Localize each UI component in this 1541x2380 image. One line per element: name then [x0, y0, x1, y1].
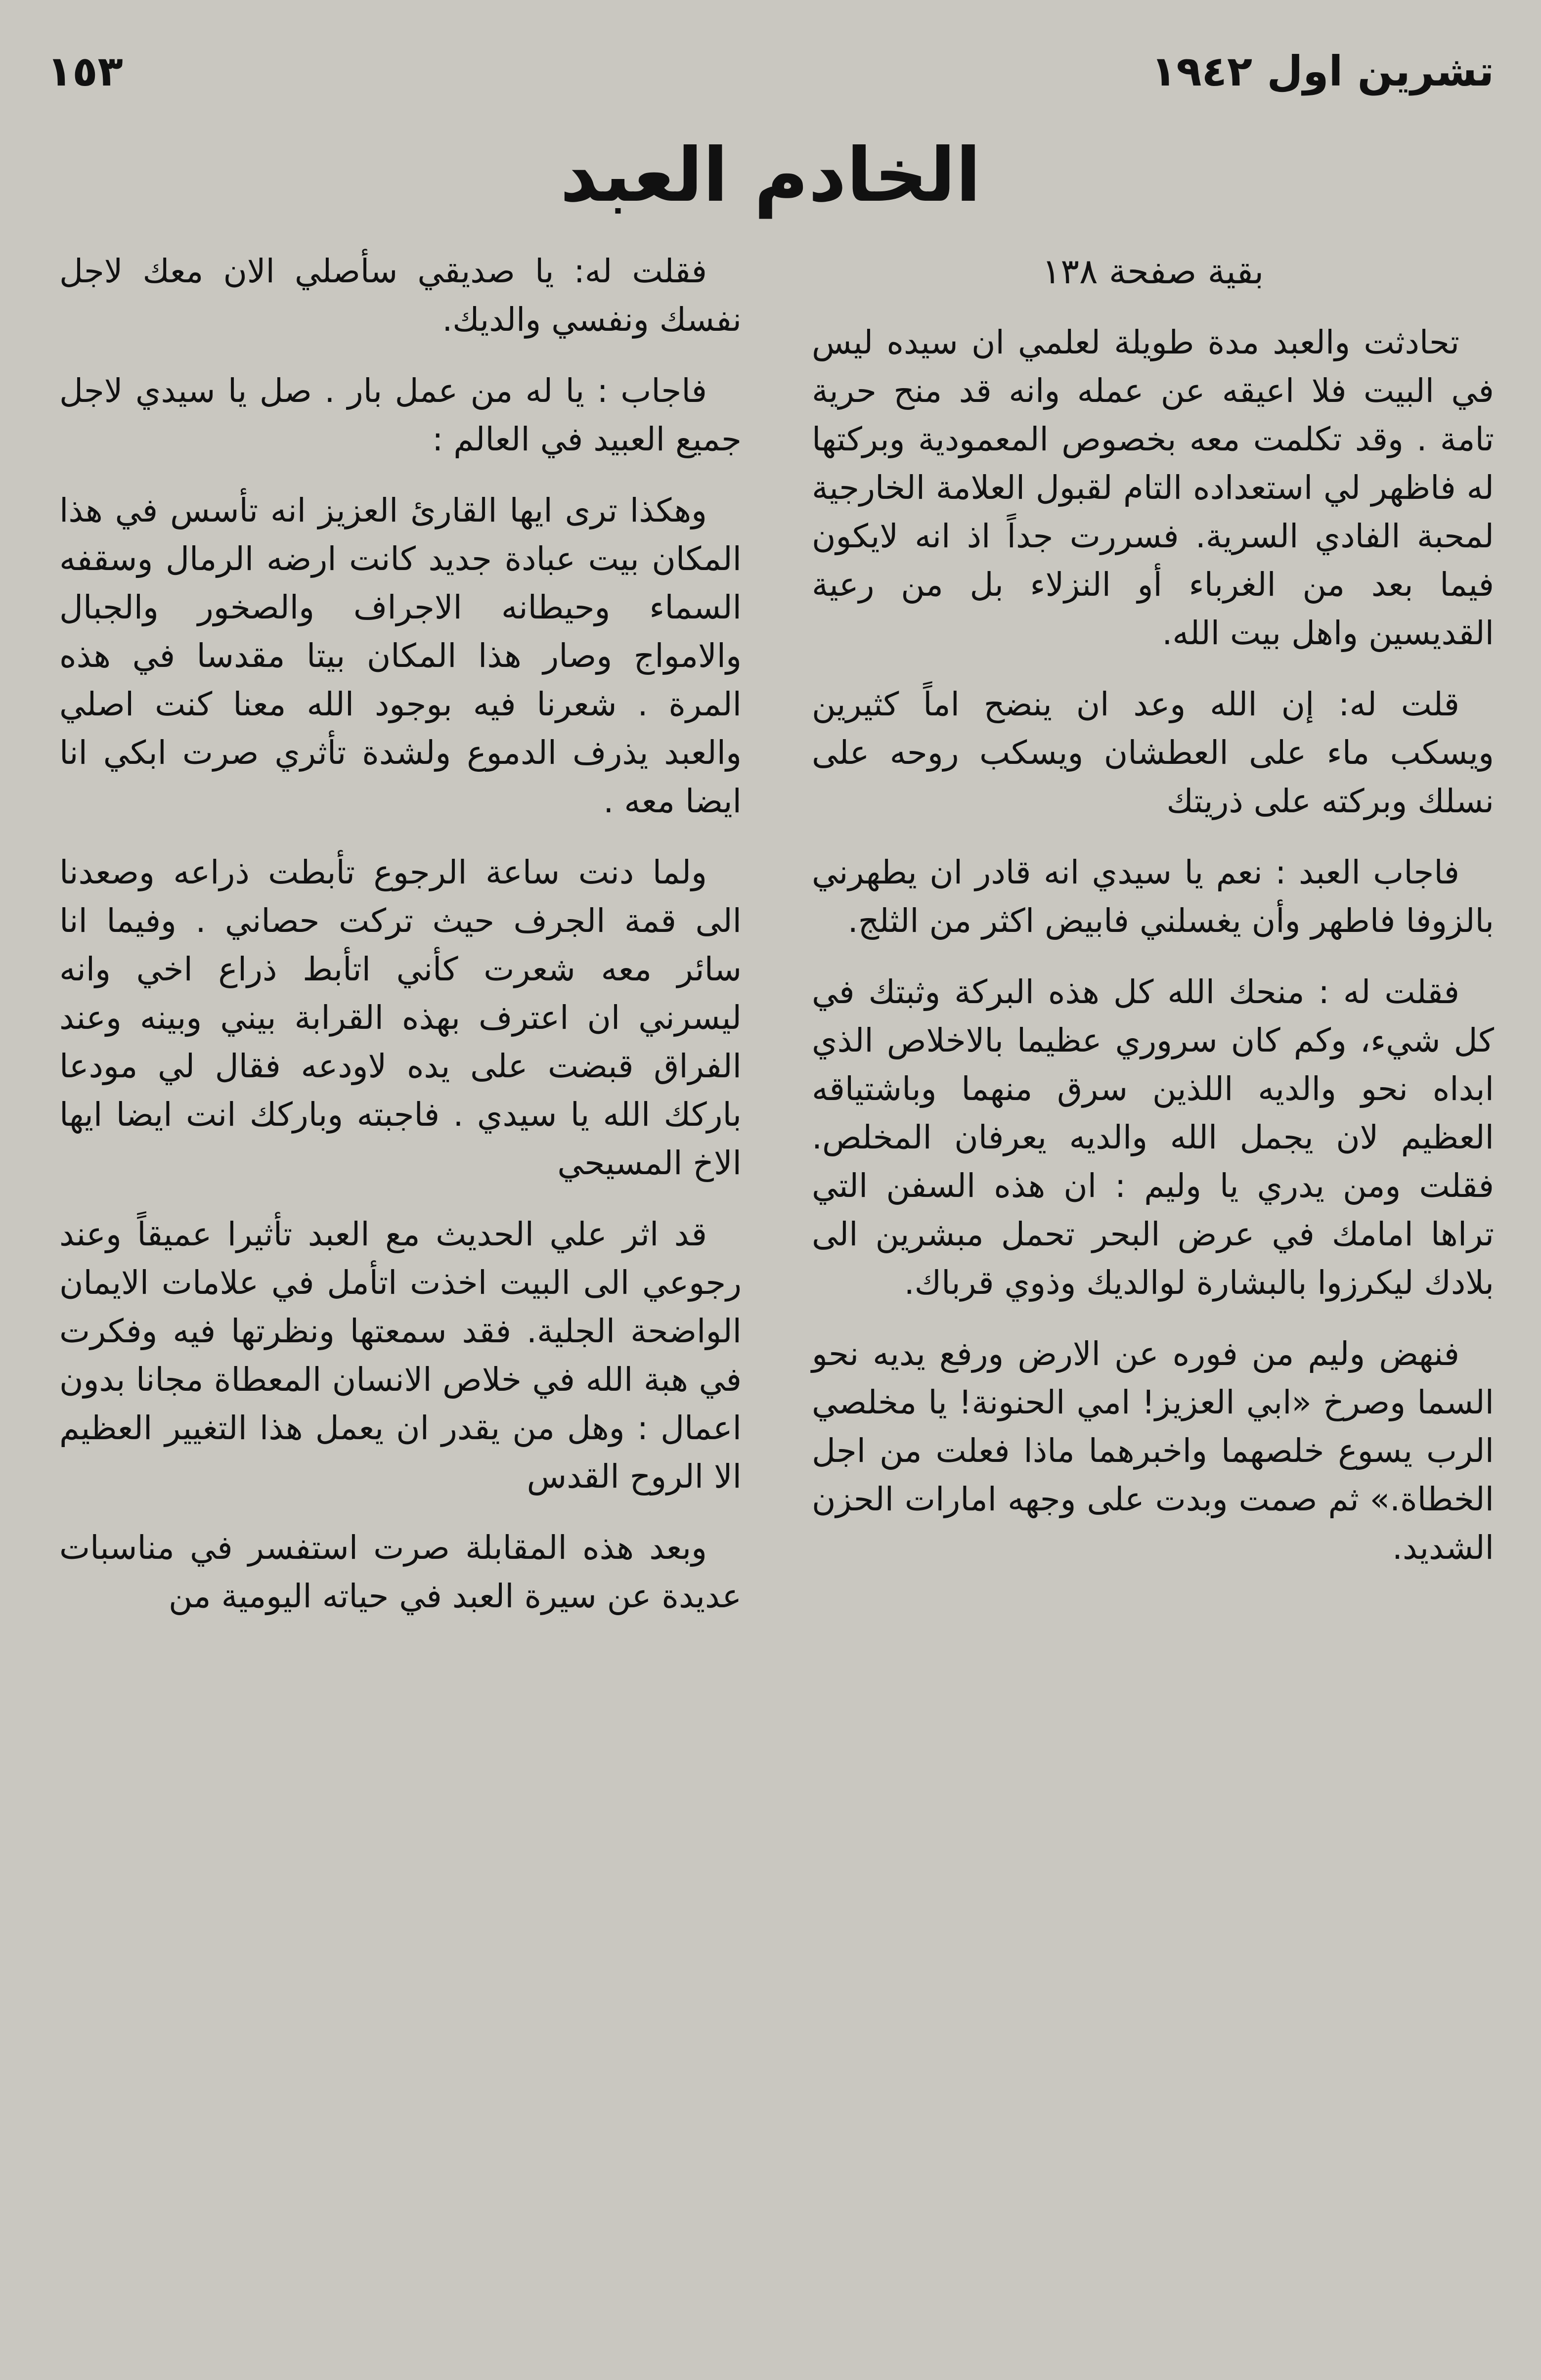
paragraph: وهكذا ترى ايها القارئ العزيز انه تأسس في هذا المكان بيت عبادة جديد كانت ارضه الرمال وسقفه السماء وحيطانه الاجراف والصخور والجبال والامواج وصار هذا المكان بيتا مقدسا في هذه المرة . شعرنا فيه بوجود الله معنا كنت اصلي والعبد يذرف الدموع ولشدة تأثري صرت ابكي انا ايضا معه . — [59, 491, 742, 820]
paragraph: فاجاب العبد : نعم يا سيدي انه قادر ان يطهرني بالزوفا فاطهر وأن يغسلني فابيض اكثر من الثلج. — [812, 853, 1494, 940]
left-column — [59, 247, 742, 1643]
page-header — [47, 47, 1494, 106]
article-title: الخادم العبد — [560, 132, 981, 219]
right-column — [812, 247, 1494, 1595]
paragraph: ولما دنت ساعة الرجوع تأبطت ذراعه وصعدنا الى قمة الجرف حيث تركت حصاني . وفيما انا سائر معه شعرت كأني اتأبط ذراع اخي وانه ليسرني ان اعترف بهذه القرابة بيني وبينه وعند الفراق قبضت على يده لاودعه فقال لي مودعا باركك الله يا سيدي . فاجبته وباركك انت ايضا ايها الاخ المسيحي — [59, 853, 742, 1182]
paragraph: قلت له: إن الله وعد ان ينضح اماً كثيرين ويسكب ماء على العطشان ويسكب روحه على نسلك وبركته على ذريتك — [812, 685, 1494, 820]
page-number: ١٥٣ — [47, 47, 123, 95]
paragraph: فاجاب : يا له من عمل بار . صل يا سيدي لاجل جميع العبيد في العالم : — [59, 372, 742, 458]
paragraph: تحادثت والعبد مدة طويلة لعلمي ان سيده ليس في البيت فلا اعيقه عن عمله وانه قد منح حرية تامة . وقد تكلمت معه بخصوص المعمودية وبركتها له فاظهر لي استعداده التام لقبول العلامة الخارجية لمحبة الفادي السرية. فسررت جداً اذ انه لايكون فيما بعد من الغرباء أو النزلاء بل من رعية القديسين واهل بيت الله. — [812, 323, 1494, 652]
running-title: تشرين اول ١٩٤٢ — [1151, 47, 1494, 95]
paragraph: قد اثر علي الحديث مع العبد تأثيرا عميقاً وعند رجوعي الى البيت اخذت اتأمل في علامات الايمان الواضحة الجلية. فقد سمعتها ونظرتها فيه وفكرت في هبة الله في خلاص الانسان المعطاة مجانا بدون اعمال : وهل من يقدر ان يعمل هذا التغيير العظيم الا الروح القدس — [59, 1215, 742, 1496]
paragraph: فقلت له : منحك الله كل هذه البركة وثبتك في كل شيء، وكم كان سروري عظيما بالاخلاص الذي ابداه نحو والديه اللذين سرق منهما وباشتياقه العظيم لان يجمل الله والديه يعرفان المخلص. فقلت ومن يدري يا وليم : ان هذه السفن التي تراها امامك في عرض البحر تحمل مبشرين الى بلادك ليكرزوا بالبشارة لوالديك وذوي قرباك. — [812, 973, 1494, 1302]
paragraph: فقلت له: يا صديقي سأصلي الان معك لاجل نفسك ونفسي والديك. — [59, 252, 742, 339]
continuation-note: بقية صفحة ١٣٨ — [1042, 251, 1264, 292]
paragraph: فنهض وليم من فوره عن الارض ورفع يديه نحو السما وصرخ «ابي العزيز! امي الحنونة! يا مخلصي الرب يسوع خلصهما واخبرهما ماذا فعلت من اجل الخطاة.» ثم صمت وبدت على وجهه امارات الحزن الشديد. — [812, 1335, 1494, 1567]
paragraph: وبعد هذه المقابلة صرت استفسر في مناسبات عديدة عن سيرة العبد في حياته اليومية من — [59, 1529, 742, 1615]
